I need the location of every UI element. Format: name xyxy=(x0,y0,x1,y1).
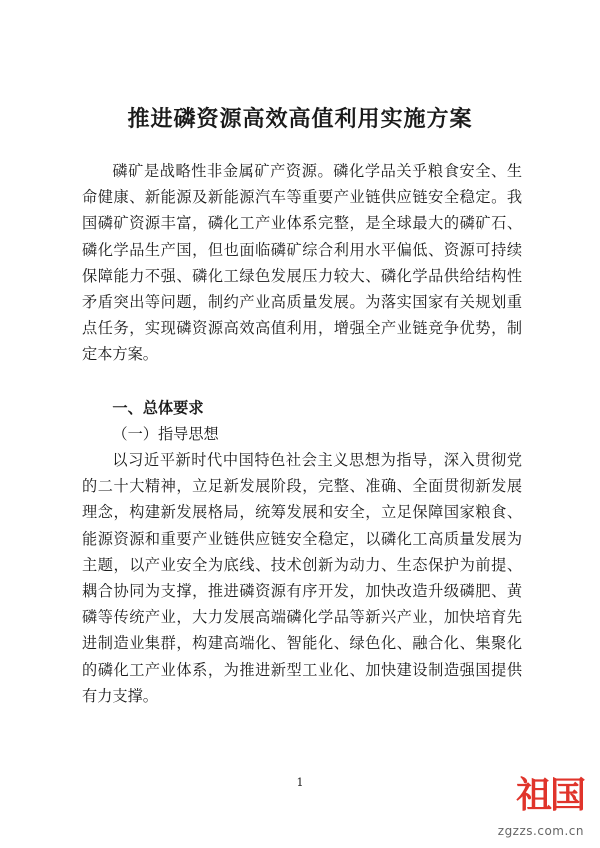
site-watermark-logo xyxy=(490,774,586,838)
page-number: 1 xyxy=(296,776,304,789)
guiding-ideology-paragraph: 以习近平新时代中国特色社会主义思想为指导，深入贯彻党的二十大精神，立足新发展阶段，完整、准确、全面贯彻新发展理念，构建新发展格局，统筹发展和安全，立足保障国家粮食、能源资源和重要产业链供应链安全稳定，以磷化工高质量发展为主题，以产业安全为底线、技术创新为动力、生态保护为前提、耦合协同为支撑，推进磷资源有序开发，加快改造升级磷肥、黄磷等传统产业，大力发展高端磷化学品等新兴产业，加快培育先进制造业集群，构建高端化、智能化、绿色化、融合化、集聚化的磷化工产业体系，为推进新型工业化、加快建设制造强国提供有力支撑。 xyxy=(82,451,522,705)
intro-paragraph: 磷矿是战略性非金属矿产资源。磷化学品关乎粮食安全、生命健康、新能源及新能源汽车等重要产业链供应链安全稳定。我国磷矿资源丰富，磷化工产业体系完整，是全球最大的磷矿石、磷化学品生产国，但也面临磷矿综合利用水平偏低、资源可持续保障能力不强、磷化工绿色发展压力较大、磷化学品供给结构性矛盾突出等问题，制约产业高质量发展。为落实国家有关规划重点任务，实现磷资源高效高值利用，增强全产业链竞争优势，制定本方案。 xyxy=(82,162,522,364)
watermark-logo-text: 祖国 xyxy=(515,775,584,816)
watermark-url: zgzzs.com.cn xyxy=(497,824,584,838)
section-heading: 一、总体要求 xyxy=(112,399,204,417)
subsection-heading: （一）指导思想 xyxy=(112,425,219,443)
document-title: 推进磷资源高效高值利用实施方案 xyxy=(127,106,473,132)
